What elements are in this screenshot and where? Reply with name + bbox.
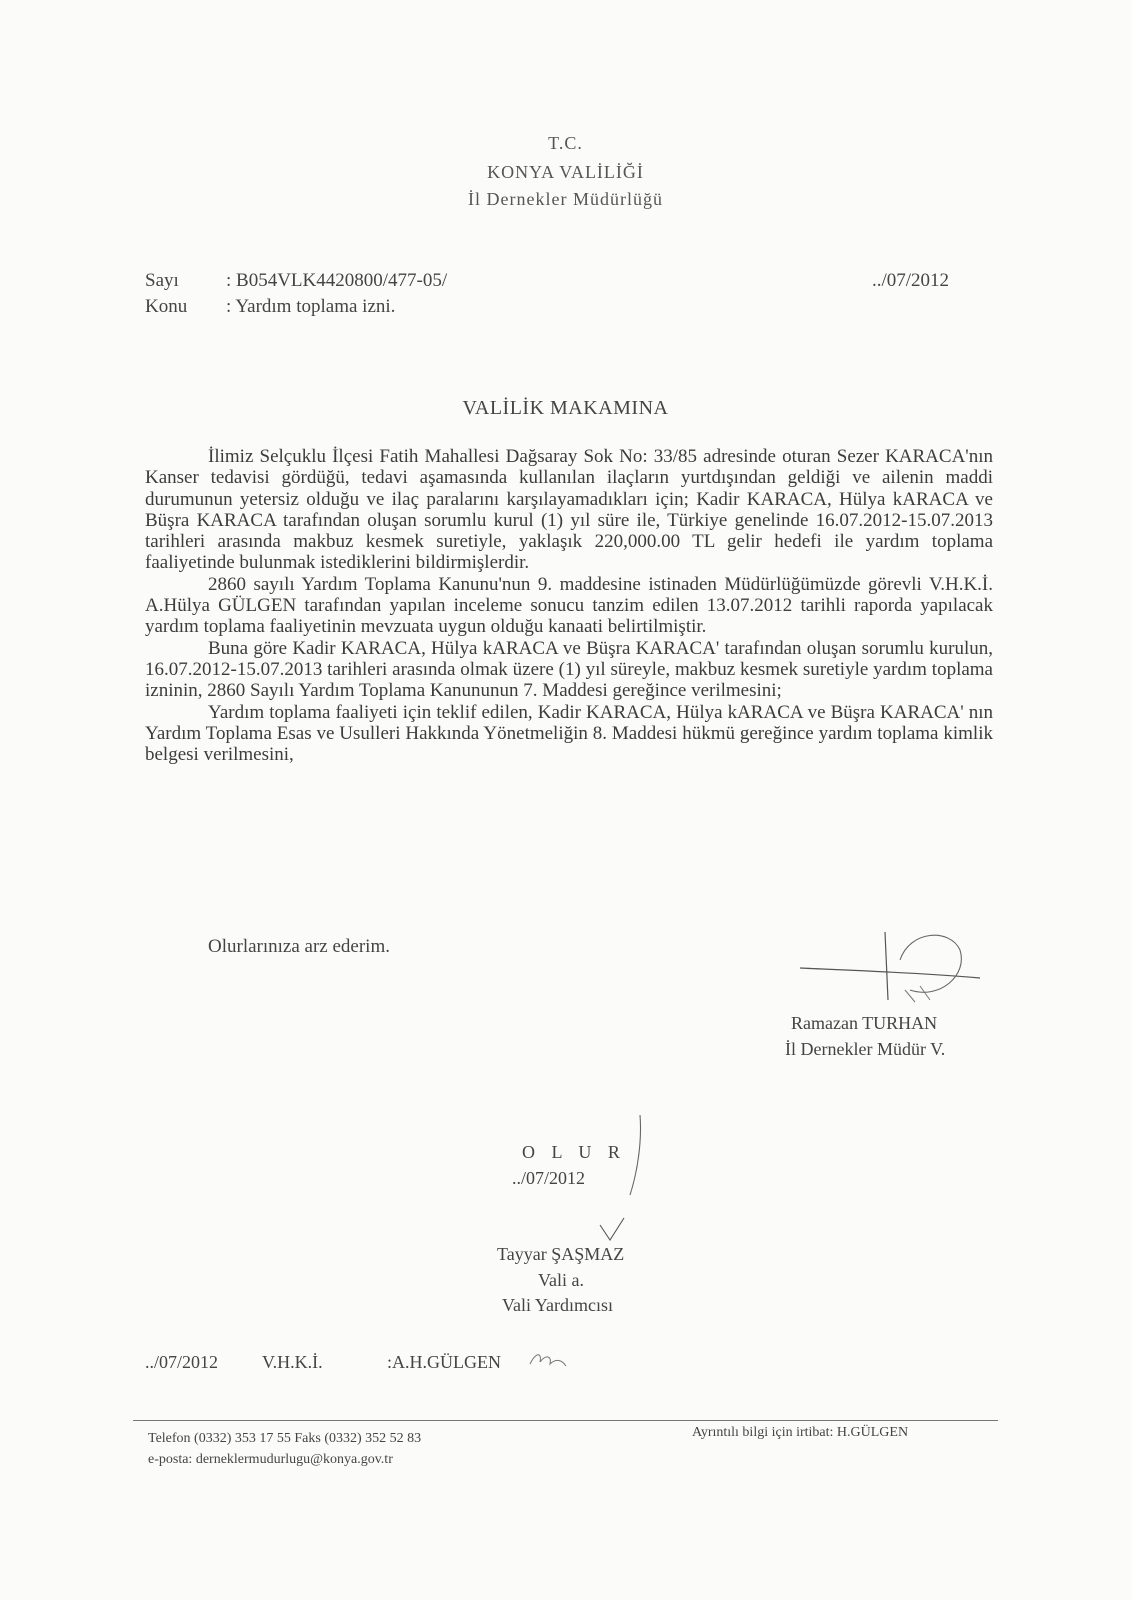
header-governorship: KONYA VALİLİĞİ [487,162,644,182]
konu-label: Konu [145,296,188,317]
approver-title-1: Vali a. [538,1270,584,1290]
preparer-date: ../07/2012 [145,1352,219,1372]
approver-title-2: Vali Yardımcısı [502,1295,614,1315]
approval-date: ../07/2012 [512,1168,586,1188]
body-paragraph-1: İlimiz Selçuklu İlçesi Fatih Mahallesi Dağsaray Sok No: 33/85 adresinde oturan Sezer KARACA'nın Kanser tedavisi gördüğü, tedavi aşamasında kullanılan ilaçların yurtdışından geldiği ve ailenin maddi durumunun yetersiz olduğu ve ilaç paralarını karşılayamadıkları için; Kadir KARACA, Hülya kARACA ve Büşra KARACA tarafından oluşan sorumlu kurul (1) yıl süre ile, Türkiye genelinde 16.07.2012-15.07.2013 tarihleri arasında makbuz kesmek suretiyle, yaklaşık 220,000.00 TL gelir hedefi ile yardım toplama faaliyetinde bulunmak istediklerini bildirmişlerdir. [145,446,993,574]
letter-body [145,446,993,765]
document-date: ../07/2012 [872,270,950,291]
sayi-value: : B054VLK4420800/477-05/ [226,270,448,291]
preparer-role: V.H.K.İ. [262,1352,323,1372]
preparer-name: :A.H.GÜLGEN [387,1352,501,1372]
closing-line: Olurlarınıza arz ederim. [208,936,390,957]
header-tc: T.C. [548,133,583,153]
konu-value: : Yardım toplama izni. [226,296,396,317]
footer-contact: Ayrıntılı bilgi için irtibat: H.GÜLGEN [692,1425,909,1440]
body-paragraph-3: Buna göre Kadir KARACA, Hülya kARACA ve Büşra KARACA' tarafından oluşan sorumlu kurulun, 16.07.2012-15.07.2013 tarihleri arasında olmak üzere (1) yıl süreyle, makbuz kesmek suretiyle yardım toplama izninin, 2860 Sayılı Yardım Toplama Kanununun 7. Maddesi gereğince verilmesini; [145,637,993,702]
approval-olur: O L U R [522,1142,626,1162]
signatory-name: Ramazan TURHAN [791,1013,938,1033]
footer-divider [133,1420,998,1421]
signature-governor [560,1110,680,1260]
body-paragraph-2: 2860 sayılı Yardım Toplama Kanunu'nun 9. maddesine istinaden Müdürlüğümüzde görevli V.H.K.İ. A.Hülya GÜLGEN tarafından yapılan inceleme sonucu tanzim edilen 13.07.2012 tarihli raporda yapılacak yardım toplama faaliyetinin mevzuata uygun olduğu kanaati belirtilmiştir. [145,573,993,638]
signature-director [790,920,990,1020]
signatory-title: İl Dernekler Müdür V. [785,1039,946,1059]
footer-email: e-posta: derneklermudurlugu@konya.gov.tr [148,1452,393,1467]
approver-name: Tayyar ŞAŞMAZ [497,1244,625,1264]
body-paragraph-4: Yardım toplama faaliyeti için teklif edilen, Kadir KARACA, Hülya kARACA ve Büşra KARACA' nın Yardım Toplama Esas ve Usulleri Hakkında Yönetmeliğin 8. Maddesi hükmü gereğince yardım toplama kimlik belgesi verilmesini, [145,701,993,766]
header-directorate: İl Dernekler Müdürlüğü [468,189,663,209]
sayi-label: Sayı [145,270,179,291]
footer-phone: Telefon (0332) 353 17 55 Faks (0332) 352 52 83 [148,1431,422,1446]
preparer-initials [528,1348,568,1370]
addressee: VALİLİK MAKAMINA [462,397,669,419]
